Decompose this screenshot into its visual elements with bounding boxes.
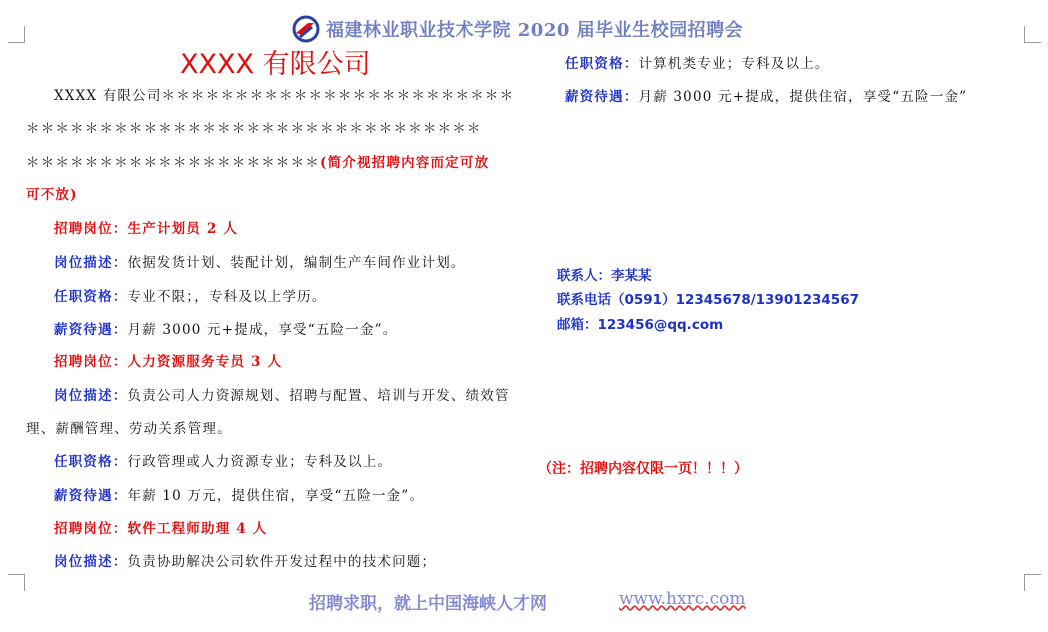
desc-value: 负责协助解决公司软件开发过程中的技术问题； [127, 554, 437, 570]
pay-label: 薪资待遇： [54, 488, 128, 504]
footer-slogan: 招聘求职，就上中国海峡人才网 [309, 594, 547, 614]
job-1-post [54, 217, 238, 237]
qual-label: 任职资格： [565, 56, 639, 72]
school-fair-title: 福建林业职业技术学院 2020 届毕业生校园招聘会 [326, 20, 744, 41]
desc-value: 负责公司人力资源规划、招聘与配置、培训与开发、绩效管 [127, 388, 510, 404]
intro-line-3 [26, 151, 489, 171]
qual-value: 专业不限；，专科及以上学历。 [127, 289, 327, 305]
crop-mark-top-right [1024, 26, 1041, 43]
footer-site-link[interactable]: www.hxrc.com [619, 589, 746, 609]
post-value: 人力资源服务专员 3 人 [127, 354, 283, 370]
qual-label: 任职资格： [54, 454, 128, 470]
qual-value: 行政管理或人力资源专业；专科及以上。 [127, 454, 393, 470]
job-3-pay [565, 85, 967, 105]
job-2-pay [54, 484, 424, 504]
job-3-qual [565, 52, 830, 72]
crop-mark-bottom-left [8, 574, 25, 591]
pay-value: 月薪 3000 元+提成，提供住宿，享受“五险一金” [638, 89, 968, 105]
crop-mark-top-left [8, 26, 25, 43]
post-label: 招聘岗位： [54, 354, 128, 370]
job-2-desc-cont: 理、薪酬管理、劳动关系管理。 [26, 421, 232, 437]
desc-label: 岗位描述： [54, 388, 128, 404]
job-2-post [54, 350, 282, 370]
post-label: 招聘岗位： [54, 221, 128, 237]
intro-line-1: XXXX 有限公司＊＊＊＊＊＊＊＊＊＊＊＊＊＊＊＊＊＊＊＊＊＊＊＊ [54, 88, 515, 104]
post-label: 招聘岗位： [54, 521, 128, 537]
page-header [292, 14, 743, 44]
intro-note: (简介视招聘内容而定可放 [320, 155, 490, 171]
intro-stars: ＊＊＊＊＊＊＊＊＊＊＊＊＊＊＊＊＊＊＊＊ [26, 155, 320, 171]
job-2-desc [54, 384, 510, 404]
school-logo-icon [292, 15, 320, 43]
pay-value: 年薪 10 万元，提供住宿，享受“五险一金”。 [127, 488, 425, 504]
job-2-qual [54, 450, 392, 470]
job-1-desc [54, 251, 466, 271]
post-value: 生产计划员 2 人 [127, 221, 239, 237]
company-title: XXXX 有限公司 [180, 49, 371, 80]
job-1-pay [54, 318, 397, 338]
pay-label: 薪资待遇： [54, 322, 128, 338]
pay-value: 月薪 3000 元+提成，享受“五险一金”。 [127, 322, 398, 338]
qual-value: 计算机类专业；专科及以上。 [638, 56, 830, 72]
desc-label: 岗位描述： [54, 554, 128, 570]
desc-value: 依据发货计划、装配计划，编制生产车间作业计划。 [127, 255, 466, 271]
post-value: 软件工程师助理 4 人 [127, 521, 268, 537]
contact-person: 联系人：李某某 [557, 268, 652, 284]
pay-label: 薪资待遇： [565, 89, 639, 105]
qual-label: 任职资格： [54, 289, 128, 305]
contact-phone: 联系电话（0591）12345678/13901234567 [557, 292, 859, 308]
job-1-qual [54, 285, 327, 305]
job-3-post [54, 517, 268, 537]
contact-email[interactable]: 邮箱：123456@qq.com [557, 317, 724, 333]
crop-mark-bottom-right [1024, 574, 1041, 591]
intro-line-2: ＊＊＊＊＊＊＊＊＊＊＊＊＊＊＊＊＊＊＊＊＊＊＊＊＊＊＊＊＊＊＊ [26, 121, 482, 137]
intro-note-cont: 可不放) [26, 187, 78, 203]
desc-label: 岗位描述： [54, 255, 128, 271]
page-limit-note: （注：招聘内容仅限一页！！！） [538, 461, 748, 477]
job-3-desc [54, 550, 436, 570]
